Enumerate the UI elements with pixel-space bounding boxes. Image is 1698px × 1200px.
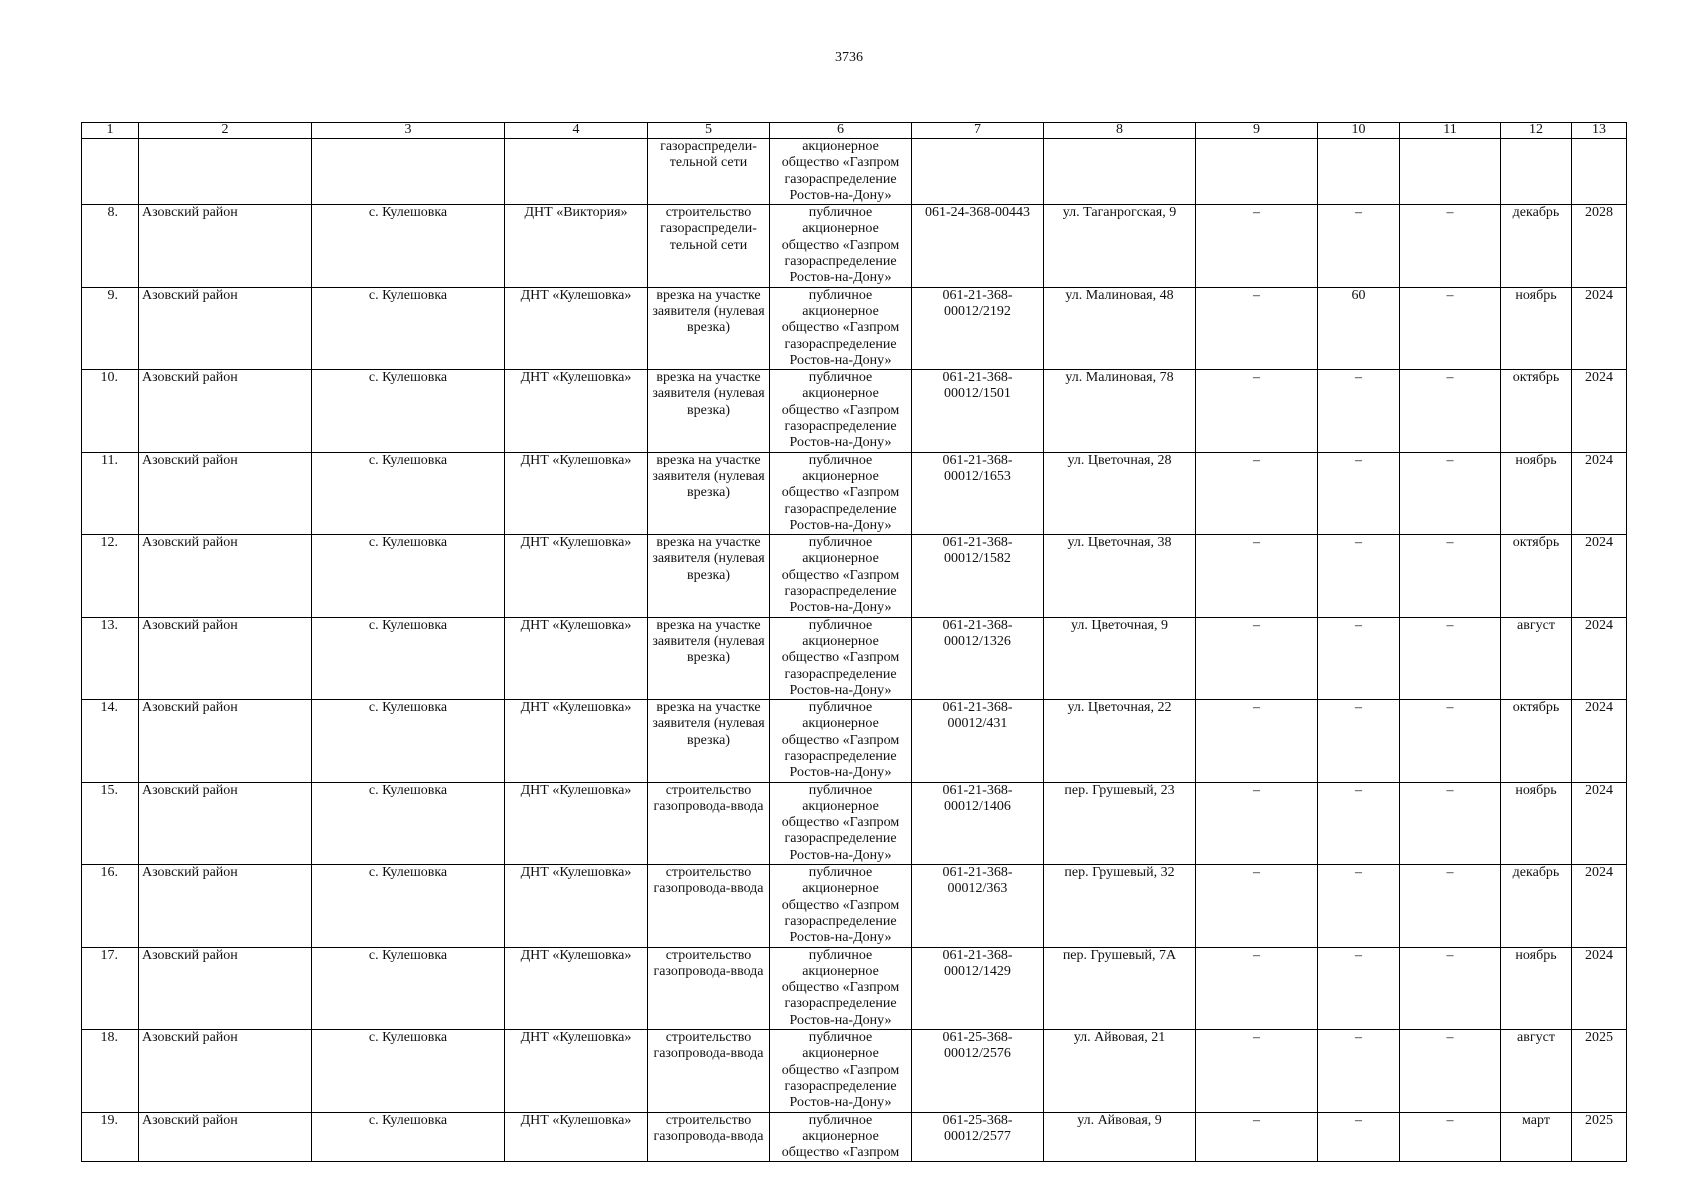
cell-col-1: 14. — [82, 700, 139, 782]
cell-col-10: – — [1318, 370, 1400, 452]
cell-col-9: – — [1196, 700, 1318, 782]
column-number: 12 — [1501, 123, 1572, 139]
cell-col-4: ДНТ «Кулешовка» — [505, 370, 648, 452]
cell-col-11: – — [1400, 947, 1501, 1029]
cell-col-7: 061-21-368-00012/1406 — [912, 782, 1044, 864]
cell-col-5: врезка на участке заявителя (нулевая врезка) — [648, 287, 770, 369]
cell-col-8: пер. Грушевый, 23 — [1044, 782, 1196, 864]
cell-col-10: – — [1318, 1030, 1400, 1112]
cell-col-3: с. Кулешовка — [312, 1112, 505, 1162]
cell-col-8: ул. Айвовая, 9 — [1044, 1112, 1196, 1162]
cell-col-9: – — [1196, 287, 1318, 369]
cell-col-10: – — [1318, 700, 1400, 782]
cell-col-9: – — [1196, 1112, 1318, 1162]
cell-col-10: – — [1318, 1112, 1400, 1162]
cell-col-12: октябрь — [1501, 700, 1572, 782]
cell-col-1: 15. — [82, 782, 139, 864]
column-number-row — [82, 123, 1627, 139]
cell-col-5: врезка на участке заявителя (нулевая врезка) — [648, 617, 770, 699]
cell-col-8: пер. Грушевый, 32 — [1044, 865, 1196, 947]
cell-col-9: – — [1196, 452, 1318, 534]
cell-col-6: публичное акционерное общество «Газпром газораспределение Ростов-на-Дону» — [770, 782, 912, 864]
cell-col-5: строительство газопровода-ввода — [648, 865, 770, 947]
column-number: 3 — [312, 123, 505, 139]
cell-col-6: публичное акционерное общество «Газпром газораспределение Ростов-на-Дону» — [770, 1030, 912, 1112]
table-row — [82, 947, 1627, 1029]
cell-col-10: – — [1318, 947, 1400, 1029]
cell-col-9: – — [1196, 205, 1318, 287]
cell-col-1: 16. — [82, 865, 139, 947]
cell-col-13: 2024 — [1572, 865, 1627, 947]
cell-col-5: строительство газопровода-ввода — [648, 947, 770, 1029]
cell-col-13: 2024 — [1572, 700, 1627, 782]
cell-col-3: с. Кулешовка — [312, 782, 505, 864]
column-number: 7 — [912, 123, 1044, 139]
cell-col-3: с. Кулешовка — [312, 865, 505, 947]
cell-col-8: пер. Грушевый, 7А — [1044, 947, 1196, 1029]
cell-col-7: 061-21-368-00012/1582 — [912, 535, 1044, 617]
table-row — [82, 452, 1627, 534]
cell-col-4: ДНТ «Кулешовка» — [505, 947, 648, 1029]
cell-col-8: ул. Малиновая, 78 — [1044, 370, 1196, 452]
continuation-row — [82, 139, 1627, 205]
cell-col-13: 2024 — [1572, 617, 1627, 699]
cell-col-11: – — [1400, 700, 1501, 782]
table-row — [82, 865, 1627, 947]
cell-col-3: с. Кулешовка — [312, 452, 505, 534]
cell-col-4: ДНТ «Кулешовка» — [505, 1112, 648, 1162]
cell-col-10: – — [1318, 205, 1400, 287]
cell-col-6: публичное акционерное общество «Газпром газораспределение Ростов-на-Дону» — [770, 370, 912, 452]
cell-col-5: строительство газопровода-ввода — [648, 1030, 770, 1112]
table-cell — [912, 139, 1044, 205]
cell-col-10: – — [1318, 535, 1400, 617]
cell-col-11: – — [1400, 370, 1501, 452]
cell-col-5: врезка на участке заявителя (нулевая врезка) — [648, 452, 770, 534]
cell-col-11: – — [1400, 287, 1501, 369]
table-cell — [1501, 139, 1572, 205]
cell-col-4: ДНТ «Кулешовка» — [505, 865, 648, 947]
cell-col-8: ул. Цветочная, 38 — [1044, 535, 1196, 617]
cell-col-1: 11. — [82, 452, 139, 534]
cell-col-6: публичное акционерное общество «Газпром газораспределение Ростов-на-Дону» — [770, 700, 912, 782]
cell-col-3: с. Кулешовка — [312, 287, 505, 369]
cell-col-8: ул. Таганрогская, 9 — [1044, 205, 1196, 287]
cell-col-5: строительство газопровода-ввода — [648, 782, 770, 864]
cell-col-7: 061-25-368-00012/2576 — [912, 1030, 1044, 1112]
cell-col-13: 2028 — [1572, 205, 1627, 287]
cell-col-4: ДНТ «Кулешовка» — [505, 700, 648, 782]
cell-col-1: 12. — [82, 535, 139, 617]
cell-col-10: 60 — [1318, 287, 1400, 369]
cell-col-5: врезка на участке заявителя (нулевая врезка) — [648, 370, 770, 452]
cell-col-2: Азовский район — [139, 287, 312, 369]
cell-col-13: 2024 — [1572, 535, 1627, 617]
cell-col-12: ноябрь — [1501, 947, 1572, 1029]
cell-col-7: 061-25-368-00012/2577 — [912, 1112, 1044, 1162]
column-number: 6 — [770, 123, 912, 139]
cell-col-11: – — [1400, 865, 1501, 947]
table-row — [82, 782, 1627, 864]
cell-col-2: Азовский район — [139, 782, 312, 864]
cell-col-2: Азовский район — [139, 452, 312, 534]
cell-col-1: 9. — [82, 287, 139, 369]
cell-col-9: – — [1196, 782, 1318, 864]
cell-col-4: ДНТ «Кулешовка» — [505, 1030, 648, 1112]
table-cell — [82, 139, 139, 205]
cell-col-12: ноябрь — [1501, 452, 1572, 534]
table-cell: акционерное общество «Газпром газораспределение Ростов-на-Дону» — [770, 139, 912, 205]
cell-col-13: 2024 — [1572, 452, 1627, 534]
table-row — [82, 700, 1627, 782]
cell-col-8: ул. Айвовая, 21 — [1044, 1030, 1196, 1112]
cell-col-11: – — [1400, 617, 1501, 699]
cell-col-11: – — [1400, 1030, 1501, 1112]
cell-col-13: 2024 — [1572, 947, 1627, 1029]
cell-col-4: ДНТ «Кулешовка» — [505, 617, 648, 699]
cell-col-12: март — [1501, 1112, 1572, 1162]
table-row — [82, 1030, 1627, 1112]
cell-col-9: – — [1196, 1030, 1318, 1112]
cell-col-2: Азовский район — [139, 947, 312, 1029]
cell-col-2: Азовский район — [139, 700, 312, 782]
cell-col-7: 061-24-368-00443 — [912, 205, 1044, 287]
table-body — [82, 123, 1627, 1162]
cell-col-9: – — [1196, 370, 1318, 452]
cell-col-4: ДНТ «Кулешовка» — [505, 452, 648, 534]
cell-col-7: 061-21-368-00012/2192 — [912, 287, 1044, 369]
page-number: 3736 — [835, 50, 863, 65]
cell-col-7: 061-21-368-00012/431 — [912, 700, 1044, 782]
cell-col-7: 061-21-368-00012/1501 — [912, 370, 1044, 452]
cell-col-10: – — [1318, 452, 1400, 534]
table-row — [82, 370, 1627, 452]
table-cell — [312, 139, 505, 205]
cell-col-2: Азовский район — [139, 370, 312, 452]
cell-col-2: Азовский район — [139, 1112, 312, 1162]
cell-col-1: 13. — [82, 617, 139, 699]
column-number: 11 — [1400, 123, 1501, 139]
column-number: 10 — [1318, 123, 1400, 139]
cell-col-11: – — [1400, 782, 1501, 864]
column-number: 13 — [1572, 123, 1627, 139]
cell-col-3: с. Кулешовка — [312, 535, 505, 617]
cell-col-6: публичное акционерное общество «Газпром газораспределение Ростов-на-Дону» — [770, 205, 912, 287]
cell-col-6: публичное акционерное общество «Газпром газораспределение Ростов-на-Дону» — [770, 865, 912, 947]
cell-col-3: с. Кулешовка — [312, 700, 505, 782]
cell-col-6: публичное акционерное общество «Газпром — [770, 1112, 912, 1162]
cell-col-10: – — [1318, 865, 1400, 947]
cell-col-12: ноябрь — [1501, 782, 1572, 864]
cell-col-2: Азовский район — [139, 617, 312, 699]
cell-col-3: с. Кулешовка — [312, 205, 505, 287]
cell-col-4: ДНТ «Виктория» — [505, 205, 648, 287]
cell-col-1: 18. — [82, 1030, 139, 1112]
column-number: 4 — [505, 123, 648, 139]
cell-col-4: ДНТ «Кулешовка» — [505, 782, 648, 864]
table-cell — [1318, 139, 1400, 205]
cell-col-5: врезка на участке заявителя (нулевая врезка) — [648, 535, 770, 617]
cell-col-5: врезка на участке заявителя (нулевая врезка) — [648, 700, 770, 782]
cell-col-12: октябрь — [1501, 370, 1572, 452]
column-number: 2 — [139, 123, 312, 139]
column-number: 1 — [82, 123, 139, 139]
cell-col-13: 2025 — [1572, 1112, 1627, 1162]
cell-col-13: 2024 — [1572, 287, 1627, 369]
cell-col-13: 2024 — [1572, 782, 1627, 864]
cell-col-7: 061-21-368-00012/1326 — [912, 617, 1044, 699]
table-row — [82, 205, 1627, 287]
cell-col-6: публичное акционерное общество «Газпром газораспределение Ростов-на-Дону» — [770, 617, 912, 699]
cell-col-8: ул. Малиновая, 48 — [1044, 287, 1196, 369]
cell-col-11: – — [1400, 535, 1501, 617]
cell-col-11: – — [1400, 1112, 1501, 1162]
cell-col-3: с. Кулешовка — [312, 617, 505, 699]
cell-col-2: Азовский район — [139, 865, 312, 947]
cell-col-9: – — [1196, 535, 1318, 617]
cell-col-6: публичное акционерное общество «Газпром газораспределение Ростов-на-Дону» — [770, 452, 912, 534]
cell-col-10: – — [1318, 782, 1400, 864]
cell-col-12: август — [1501, 1030, 1572, 1112]
column-number: 5 — [648, 123, 770, 139]
table-cell — [1572, 139, 1627, 205]
cell-col-3: с. Кулешовка — [312, 1030, 505, 1112]
cell-col-1: 19. — [82, 1112, 139, 1162]
column-number: 8 — [1044, 123, 1196, 139]
cell-col-13: 2025 — [1572, 1030, 1627, 1112]
register-table — [81, 122, 1627, 1162]
cell-col-13: 2024 — [1572, 370, 1627, 452]
cell-col-11: – — [1400, 452, 1501, 534]
cell-col-8: ул. Цветочная, 22 — [1044, 700, 1196, 782]
table-row — [82, 535, 1627, 617]
cell-col-2: Азовский район — [139, 205, 312, 287]
column-number: 9 — [1196, 123, 1318, 139]
cell-col-9: – — [1196, 617, 1318, 699]
table-cell — [139, 139, 312, 205]
table-row — [82, 617, 1627, 699]
cell-col-2: Азовский район — [139, 1030, 312, 1112]
cell-col-4: ДНТ «Кулешовка» — [505, 535, 648, 617]
cell-col-7: 061-21-368-00012/1429 — [912, 947, 1044, 1029]
table-cell — [505, 139, 648, 205]
cell-col-12: ноябрь — [1501, 287, 1572, 369]
cell-col-12: декабрь — [1501, 865, 1572, 947]
cell-col-6: публичное акционерное общество «Газпром газораспределение Ростов-на-Дону» — [770, 535, 912, 617]
cell-col-6: публичное акционерное общество «Газпром газораспределение Ростов-на-Дону» — [770, 287, 912, 369]
cell-col-12: декабрь — [1501, 205, 1572, 287]
table-cell — [1400, 139, 1501, 205]
cell-col-5: строительство газопровода-ввода — [648, 1112, 770, 1162]
cell-col-3: с. Кулешовка — [312, 947, 505, 1029]
table-cell — [1044, 139, 1196, 205]
cell-col-2: Азовский район — [139, 535, 312, 617]
table-cell: газораспредели-тельной сети — [648, 139, 770, 205]
cell-col-7: 061-21-368-00012/363 — [912, 865, 1044, 947]
cell-col-3: с. Кулешовка — [312, 370, 505, 452]
cell-col-12: октябрь — [1501, 535, 1572, 617]
cell-col-10: – — [1318, 617, 1400, 699]
cell-col-11: – — [1400, 205, 1501, 287]
cell-col-5: строительство газораспредели-тельной сети — [648, 205, 770, 287]
table-cell — [1196, 139, 1318, 205]
cell-col-9: – — [1196, 947, 1318, 1029]
cell-col-1: 17. — [82, 947, 139, 1029]
table-row — [82, 1112, 1627, 1162]
cell-col-4: ДНТ «Кулешовка» — [505, 287, 648, 369]
cell-col-8: ул. Цветочная, 9 — [1044, 617, 1196, 699]
cell-col-8: ул. Цветочная, 28 — [1044, 452, 1196, 534]
cell-col-12: август — [1501, 617, 1572, 699]
cell-col-7: 061-21-368-00012/1653 — [912, 452, 1044, 534]
cell-col-6: публичное акционерное общество «Газпром газораспределение Ростов-на-Дону» — [770, 947, 912, 1029]
cell-col-1: 10. — [82, 370, 139, 452]
cell-col-9: – — [1196, 865, 1318, 947]
table-row — [82, 287, 1627, 369]
cell-col-1: 8. — [82, 205, 139, 287]
